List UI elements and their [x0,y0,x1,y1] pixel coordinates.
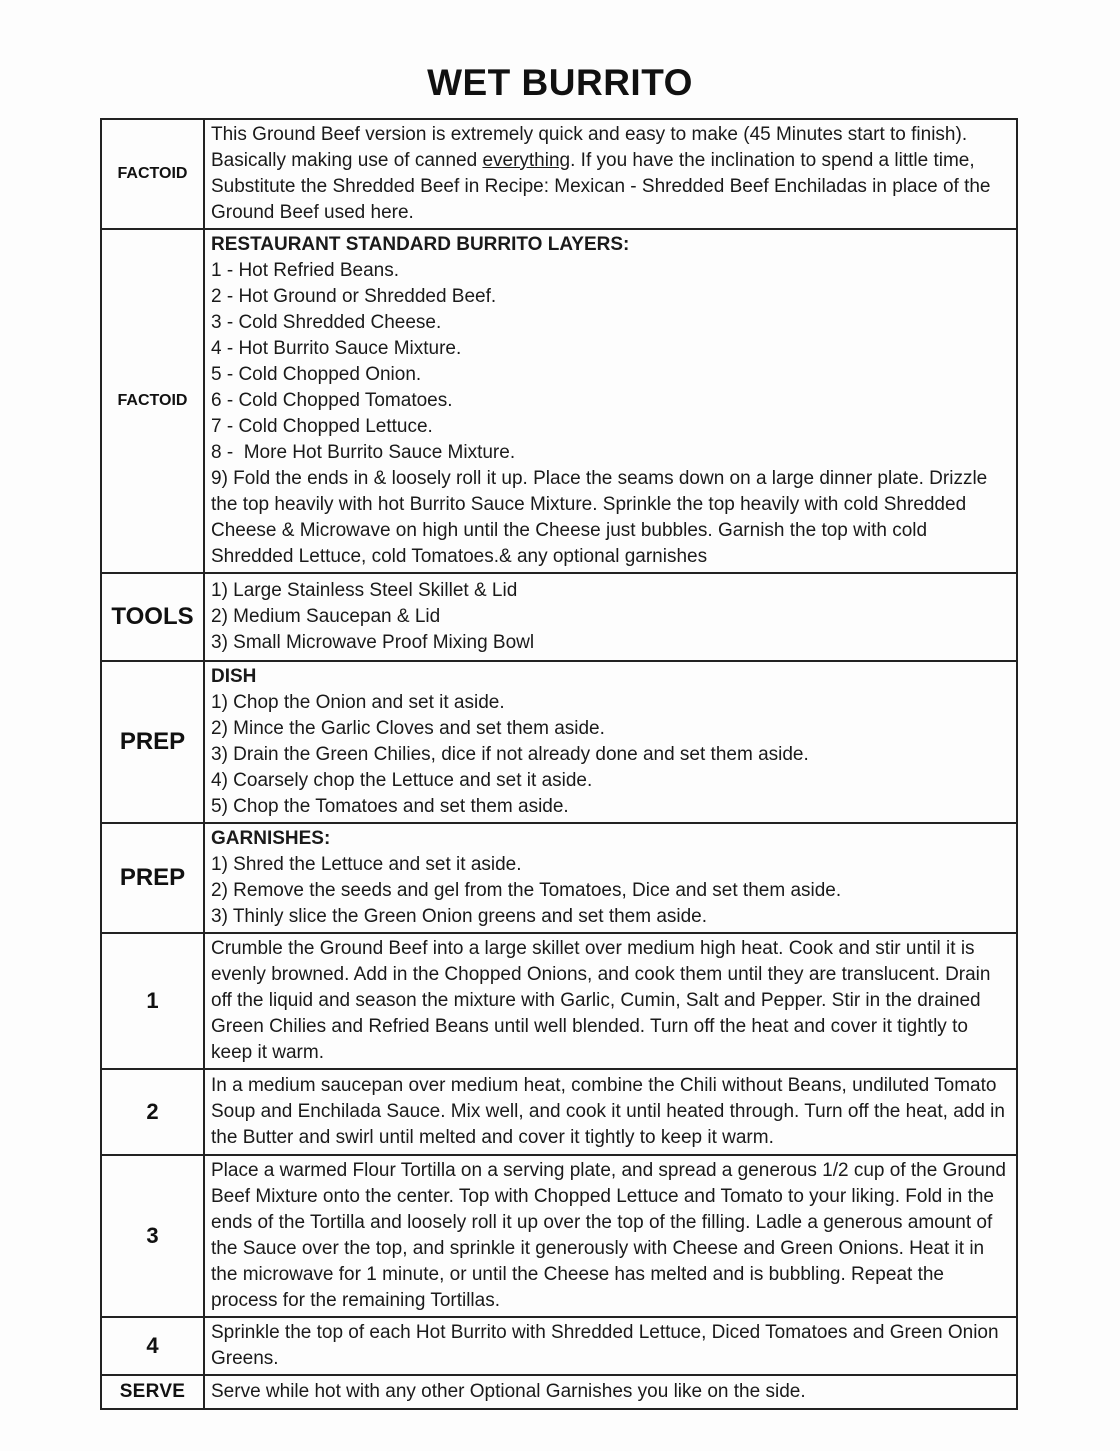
recipe-row [101,1317,1017,1375]
recipe-row [101,119,1017,229]
row-content [204,823,1017,933]
row-label: FACTOID [101,229,204,573]
recipe-text-line: 5) Chop the Tomatoes and set them aside. [211,796,569,817]
recipe-row [101,661,1017,823]
recipe-text-line: 3) Drain the Green Chilies, dice if not already done and set them aside. [211,744,809,765]
page-title: WET BURRITO [427,62,693,103]
recipe-text-line: 2 - Hot Ground or Shredded Beef. [211,286,497,307]
recipe-text-line: 3) Thinly slice the Green Onion greens and set them aside. [211,906,708,927]
row-content [204,1155,1017,1317]
row-label: TOOLS [101,573,204,661]
row-label: PREP [101,823,204,933]
recipe-table-body [101,119,1017,1409]
row-content [204,119,1017,229]
recipe-text-line: GARNISHES: [211,828,331,849]
recipe-table [100,118,1018,1410]
underlined-text: everything [482,150,571,171]
row-content [204,1317,1017,1375]
row-content [204,229,1017,573]
recipe-row [101,573,1017,661]
recipe-text-line [211,122,1008,226]
recipe-text-line: Serve while hot with any other Optional Garnishes you like on the side. [211,1381,806,1402]
row-label: FACTOID [101,119,204,229]
recipe-text-line: 2) Mince the Garlic Cloves and set them aside. [211,718,605,739]
text-segment: This Ground Beef version is extremely quick and easy to make (45 Minutes start to finish). Basically making use of canned [211,124,973,171]
row-label: PREP [101,661,204,823]
recipe-row [101,1155,1017,1317]
recipe-row [101,229,1017,573]
row-label: 1 [101,933,204,1069]
recipe-text-line: 1 - Hot Refried Beans. [211,260,399,281]
recipe-text-line: RESTAURANT STANDARD BURRITO LAYERS: [211,234,630,255]
recipe-row [101,823,1017,933]
recipe-text-line: 6 - Cold Chopped Tomatoes. [211,390,453,411]
text-segment: . If you have the inclination to spend a little time, Substitute the Shredded Beef in Recipe: Mexican - Shredded Beef Enchiladas in place of the Ground Beef used here. [211,150,996,223]
recipe-text-line: 3 - Cold Shredded Cheese. [211,312,442,333]
row-content [204,1069,1017,1155]
recipe-text-line: 9) Fold the ends in & loosely roll it up. Place the seams down on a large dinner plate. Drizzle the top heavily with hot Burrito Sauce Mixture. Sprinkle the top heavily with cold Shredded Cheese & Microwave on high until the Cheese just bubbles. Garnish the top with cold Shredded Lettuce, cold Tomatoes.& any optional garnishes [211,468,993,567]
recipe-text-line: 5 - Cold Chopped Onion. [211,364,422,385]
recipe-text-line: Crumble the Ground Beef into a large skillet over medium high heat. Cook and stir until it is evenly browned. Add in the Chopped Onions, and cook them until they are translucent. Drain off the liquid and season the mixture with Garlic, Cumin, Salt and Pepper. Stir in the drained Green Chilies and Refried Beans until well blended. Turn off the heat and cover it tightly to keep it warm. [211,938,996,1063]
recipe-text-line: Place a warmed Flour Tortilla on a serving plate, and spread a generous 1/2 cup of the Ground Beef Mixture onto the center. Top with Chopped Lettuce and Tomato to your liking. Fold in the ends of the Tortilla and loosely roll it up over the top of the filling. Ladle a generous amount of the Sauce over the top, and sprinkle it generously with Cheese and Green Onions. Heat it in the microwave for 1 minute, or until the Cheese has melted and is bubbling. Repeat the process for the remaining Tortillas. [211,1160,1012,1311]
row-label: SERVE [101,1375,204,1409]
recipe-text-line: 2) Remove the seeds and gel from the Tomatoes, Dice and set them aside. [211,880,842,901]
recipe-row [101,933,1017,1069]
row-label: 2 [101,1069,204,1155]
recipe-text-line: In a medium saucepan over medium heat, combine the Chili without Beans, undiluted Tomato Soup and Enchilada Sauce. Mix well, and cook it until heated through. Turn off the heat, add in the Butter and swirl until melted and cover it tightly to keep it warm. [211,1075,1011,1148]
row-label: 3 [101,1155,204,1317]
recipe-text-line: 4 - Hot Burrito Sauce Mixture. [211,338,462,359]
row-content [204,933,1017,1069]
recipe-text-line: 7 - Cold Chopped Lettuce. [211,416,433,437]
recipe-text-line: 4) Coarsely chop the Lettuce and set it aside. [211,770,593,791]
recipe-text-line: 2) Medium Saucepan & Lid [211,606,441,627]
recipe-text-line: 1) Shred the Lettuce and set it aside. [211,854,522,875]
recipe-text-line: DISH [211,666,257,687]
row-content [204,1375,1017,1409]
row-content [204,573,1017,661]
row-content [204,661,1017,823]
recipe-text-line: 8 - More Hot Burrito Sauce Mixture. [211,442,516,463]
recipe-text-line: 1) Chop the Onion and set it aside. [211,692,505,713]
row-label: 4 [101,1317,204,1375]
recipe-row [101,1375,1017,1409]
recipe-text-line: 3) Small Microwave Proof Mixing Bowl [211,632,535,653]
recipe-text-line: Sprinkle the top of each Hot Burrito with Shredded Lettuce, Diced Tomatoes and Green Onion Greens. [211,1322,1004,1369]
recipe-row [101,1069,1017,1155]
recipe-text-line: 1) Large Stainless Steel Skillet & Lid [211,580,518,601]
